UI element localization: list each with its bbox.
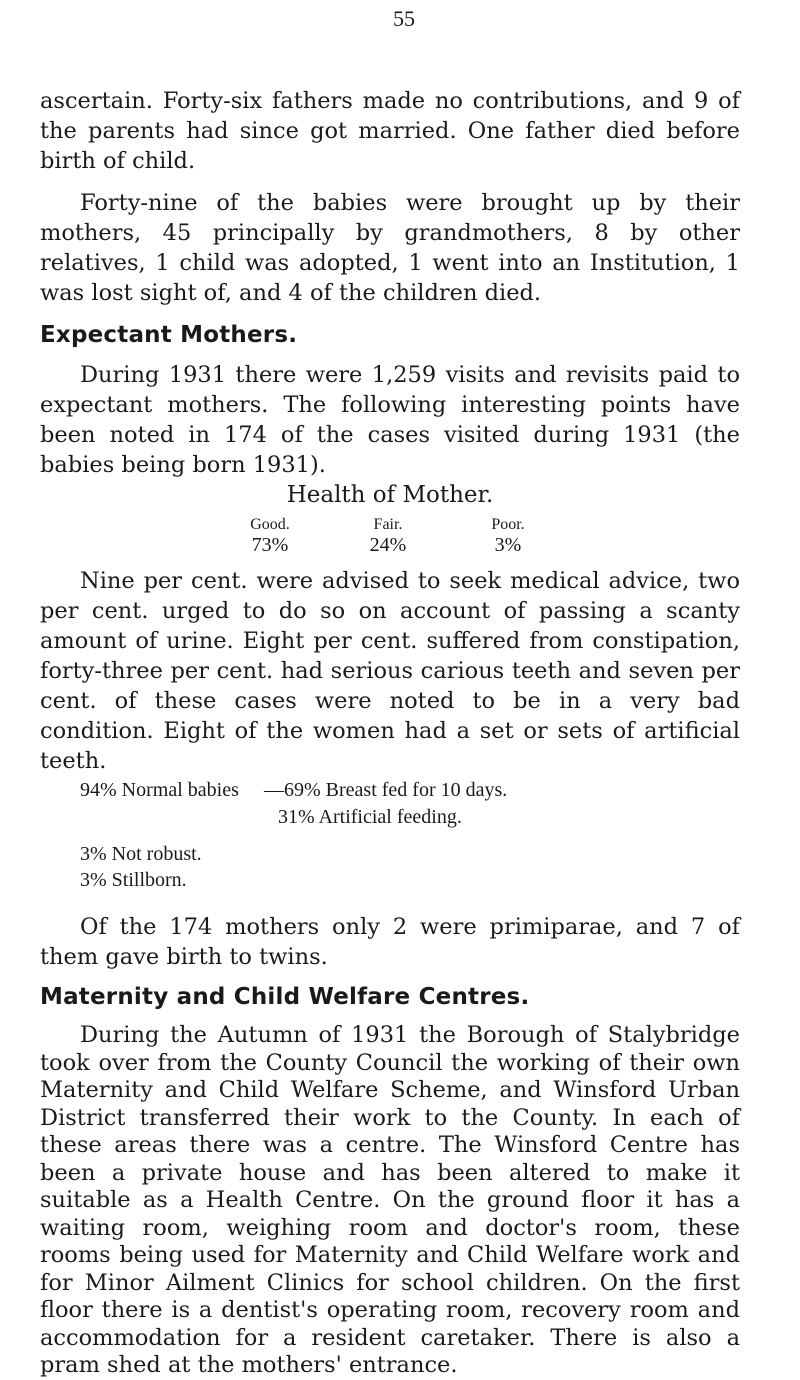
- stat-poor-value: 3%: [494, 534, 522, 556]
- heading-maternity-centres: Maternity and Child Welfare Centres.: [40, 984, 530, 1010]
- stat-fair-value: 24%: [369, 534, 407, 556]
- babies-artificial: 31% Artificial feeding.: [278, 806, 462, 828]
- stat-good-label: Good.: [250, 516, 290, 533]
- page-number: 55: [393, 6, 415, 31]
- paragraph-centres: During the Autumn of 1931 the Borough of Stalybridge took over from the County Council the working of their own Maternity and Child Welfare Scheme, and Winsford Urban District transferred their work to the County. In each of these areas there was a centre. The Winsford Centre has been a private house and has been altered to make it suitable as a Health Centre. On the ground floor it has a waiting room, weighing room and doctor's room, these rooms being used for Maternity and Child Welfare work and for Minor Ailment Clinics for school children. On the first floor there is a dentist's operating room, recovery room and accommodation for a resident caretaker. There is also a pram shed at the mothers' entrance.: [40, 1022, 740, 1378]
- babies-normal: 94% Normal babies: [80, 779, 239, 801]
- stat-fair: [338, 516, 438, 556]
- heading-expectant-mothers: Expectant Mothers.: [40, 322, 298, 348]
- stat-poor-label: Poor.: [491, 516, 525, 533]
- paragraph-advice: Nine per cent. were advised to seek medical advice, two per cent. urged to do so on account of passing a scanty amount of urine. Eight per cent. suffered from constipation, forty-three per cent. had serious carious teeth and seven per cent. of these cases were noted to be in a very bad condition. Eight of the women had a set or sets of artificial teeth.: [40, 568, 740, 774]
- stat-poor: [458, 516, 558, 556]
- health-of-mother-title: Health of Mother.: [286, 482, 494, 508]
- babies-not-robust: 3% Not robust.: [80, 843, 202, 865]
- stat-good: [220, 516, 320, 556]
- paragraph-visits: During 1931 there were 1,259 visits and revisits paid to expectant mothers. The following interesting points have been noted in 174 of the cases visited during 1931 (the babies being born 1931).: [40, 362, 740, 478]
- babies-breast-fed: —69% Breast fed for 10 days.: [264, 779, 508, 801]
- paragraph-fathers: ascertain. Forty-six fathers made no contributions, and 9 of the parents had since got married. One father died before birth of child.: [40, 88, 740, 174]
- paragraph-primiparae: Of the 174 mothers only 2 were primiparae, and 7 of them gave birth to twins.: [40, 914, 740, 970]
- paragraph-upbringing: Forty-nine of the babies were brought up by their mothers, 45 principally by grandmothers, 8 by other relatives, 1 child was adopted, 1 went into an Institution, 1 was lost sight of, and 4 of the children died.: [40, 190, 740, 306]
- babies-stillborn: 3% Stillborn.: [80, 869, 187, 891]
- stat-fair-label: Fair.: [373, 516, 403, 533]
- stat-good-value: 73%: [251, 534, 289, 556]
